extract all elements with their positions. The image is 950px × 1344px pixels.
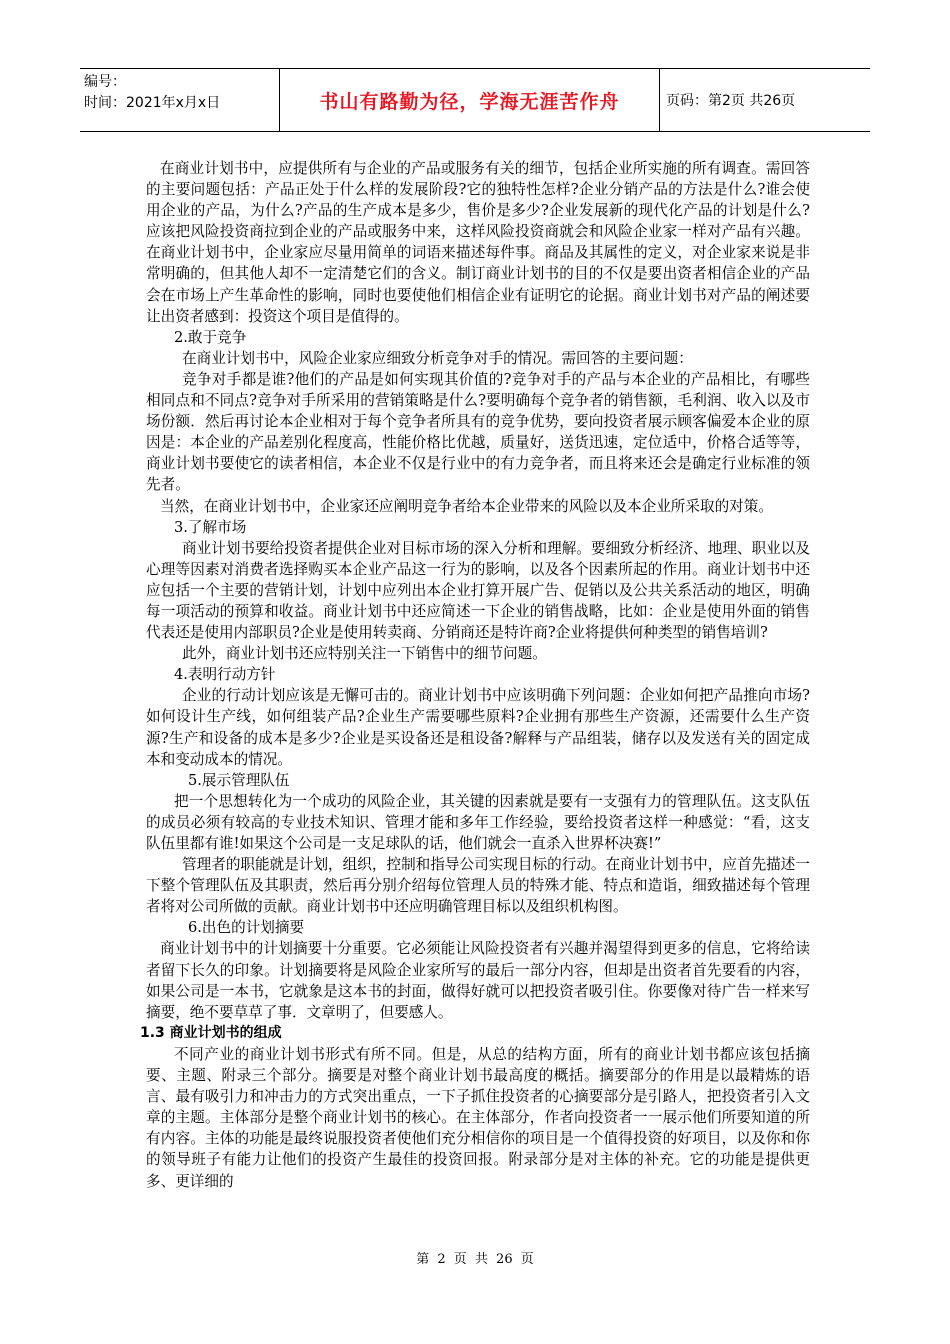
- paragraph-composition: 不同产业的商业计划书形式有所不同。但是，从总的结构方面，所有的商业计划书都应该包括摘要、主题、附录三个部分。摘要是对整个商业计划书最高度的概括。摘要部分的作用是以最精炼的语言、最有吸引力和冲击力的方式突出重点，一下子抓住投资者的心摘要部分是引路人，把投资者引入文章的主题。主体部分是整个商业计划书的核心。在主体部分，作者向投资者一一展示他们所要知道的所有内容。主体的功能是最终说服投资者使他们充分相信你的项目是一个值得投资的好项目，以及你和你的领导班子有能力让他们的投资产生最佳的投资回报。附录部分是对主体的补充。它的功能是提供更多、更详细的: [146, 1045, 810, 1190]
- heading-competition: 2.敢于竞争: [174, 328, 247, 346]
- heading-action: 4.表明行动方针: [174, 666, 276, 684]
- section-title-composition: 1.3 商业计划书的组成: [140, 1024, 282, 1041]
- document-time-label: 时间：2021年x月x日: [84, 95, 221, 111]
- paragraph-product: 在商业计划书中，应提供所有与企业的产品或服务有关的细节，包括企业所实施的所有调查。需回答的主要问题包括：产品正处于什么样的发展阶段?它的独特性怎样?企业分销产品的方法是什么?谁会使用企业的产品，为什么?产品的生产成本是多少，售价是多少?企业发展新的现代化产品的计划是什么?应该把风险投资商拉到企业的产品或服务中来，这样风险投资商就会和风险企业家一样对产品有兴趣。在商业计划书中，企业家应尽量用简单的词语来描述每件事。商品及其属性的定义，对企业家来说是非常明确的，但其他人却不一定清楚它们的含义。制订商业计划书的目的不仅是要出资者相信企业的产品会在市场上产生革命性的影响，同时也要使他们相信企业有证明它的论据。商业计划书对产品的阐述要让出资者感到：投资这个项目是值得的。: [146, 160, 810, 325]
- header-motto: 书山有路勤为径，学海无涯苦作舟: [280, 69, 660, 131]
- header-page-info: 页码：第2页 共26页: [666, 93, 796, 109]
- page-header: [80, 68, 870, 132]
- heading-summary: 6.出色的计划摘要: [188, 919, 305, 937]
- paragraph-competition-intro: 在商业计划书中，风险企业家应细致分析竞争对手的情况。需回答的主要问题：: [182, 349, 693, 367]
- header-meta: [80, 69, 280, 131]
- paragraph-summary: 商业计划书中的计划摘要十分重要。它必须能让风险投资者有兴趣并渴望得到更多的信息，它将给读者留下长久的印象。计划摘要将是风险企业家所写的最后一部分内容，但却是出资者首先要看的内容，如果公司是一本书，它就象是这本书的封面，做得好就可以把投资者吸引住。你要像对待广告一样来写摘要，绝不要草草了事．文章明了，但要感人。: [146, 940, 810, 1021]
- paragraph-competition-questions: 竞争对手都是谁?他们的产品是如何实现其价值的?竞争对手的产品与本企业的产品相比，有哪些相同点和不同点?竞争对手所采用的营销策略是什么?要明确每个竞争者的销售额，毛利润、收入以及市场份额．然后再讨论本企业相对于每个竞争者所具有的竞争优势，要向投资者展示顾客偏爱本企业的原因是：本企业的产品差别化程度高，性能价格比优越，质量好，送货迅速，定位适中，价格合适等等，商业计划书要使它的读者相信，本企业不仅是行业中的有力竞争者，而且将来还会是确定行业标准的领先者。: [146, 370, 810, 494]
- paragraph-team: 把一个思想转化为一个成功的风险企业，其关键的因素就是要有一支强有力的管理队伍。这支队伍的成员必须有较高的专业技术知识、管理才能和多年工作经验，要给投资者这样一种感觉：“看，这支队伍里都有谁!如果这个公司是一支足球队的话，他们就会一直杀入世界杯决赛!”: [146, 792, 810, 852]
- page-footer: 第 2 页 共 26 页: [416, 1252, 534, 1267]
- paragraph-market-detail: 此外，商业计划书还应特别关注一下销售中的细节问题。: [182, 645, 547, 663]
- paragraph-team-roles: 管理者的职能就是计划，组织，控制和指导公司实现目标的行动。在商业计划书中，应首先描述一下整个管理队伍及其职责，然后再分别介绍每位管理人员的特殊才能、特点和造诣，细致描述每个管理者将对公司所做的贡献。商业计划书中还应明确管理目标以及组织机构图。: [146, 856, 810, 916]
- paragraph-competition-risk: 当然，在商业计划书中，企业家还应阐明竞争者给本企业带来的风险以及本企业所采取的对策。: [160, 497, 773, 515]
- paragraph-market: 商业计划书要给投资者提供企业对目标市场的深入分析和理解。要细致分析经济、地理、职业以及心理等因素对消费者选择购买本企业产品这一行为的影响，以及各个因素所起的作用。商业计划书中还应包括一个主要的营销计划，计划中应列出本企业打算开展广告、促销以及公共关系活动的地区，明确每一项活动的预算和收益。商业计划书中还应简述一下企业的销售战略，比如：企业是使用外面的销售代表还是使用内部职员?企业是使用转卖商、分销商还是特许商?企业将提供何种类型的销售培训?: [146, 539, 810, 642]
- heading-team: 5.展示管理队伍: [188, 771, 290, 789]
- document-number-label: 编号：: [84, 74, 126, 90]
- paragraph-action: 企业的行动计划应该是无懈可击的。商业计划书中应该明确下列问题：企业如何把产品推向市场?如何设计生产线，如何组装产品?企业生产需要哪些原料?企业拥有那些生产资源，还需要什么生产资源?生产和设备的成本是多少?企业是买设备还是租设备?解释与产品组装，储存以及发送有关的固定成本和变动成本的情况。: [146, 687, 810, 768]
- heading-market: 3.了解市场: [174, 518, 247, 536]
- document-body: [140, 158, 810, 1192]
